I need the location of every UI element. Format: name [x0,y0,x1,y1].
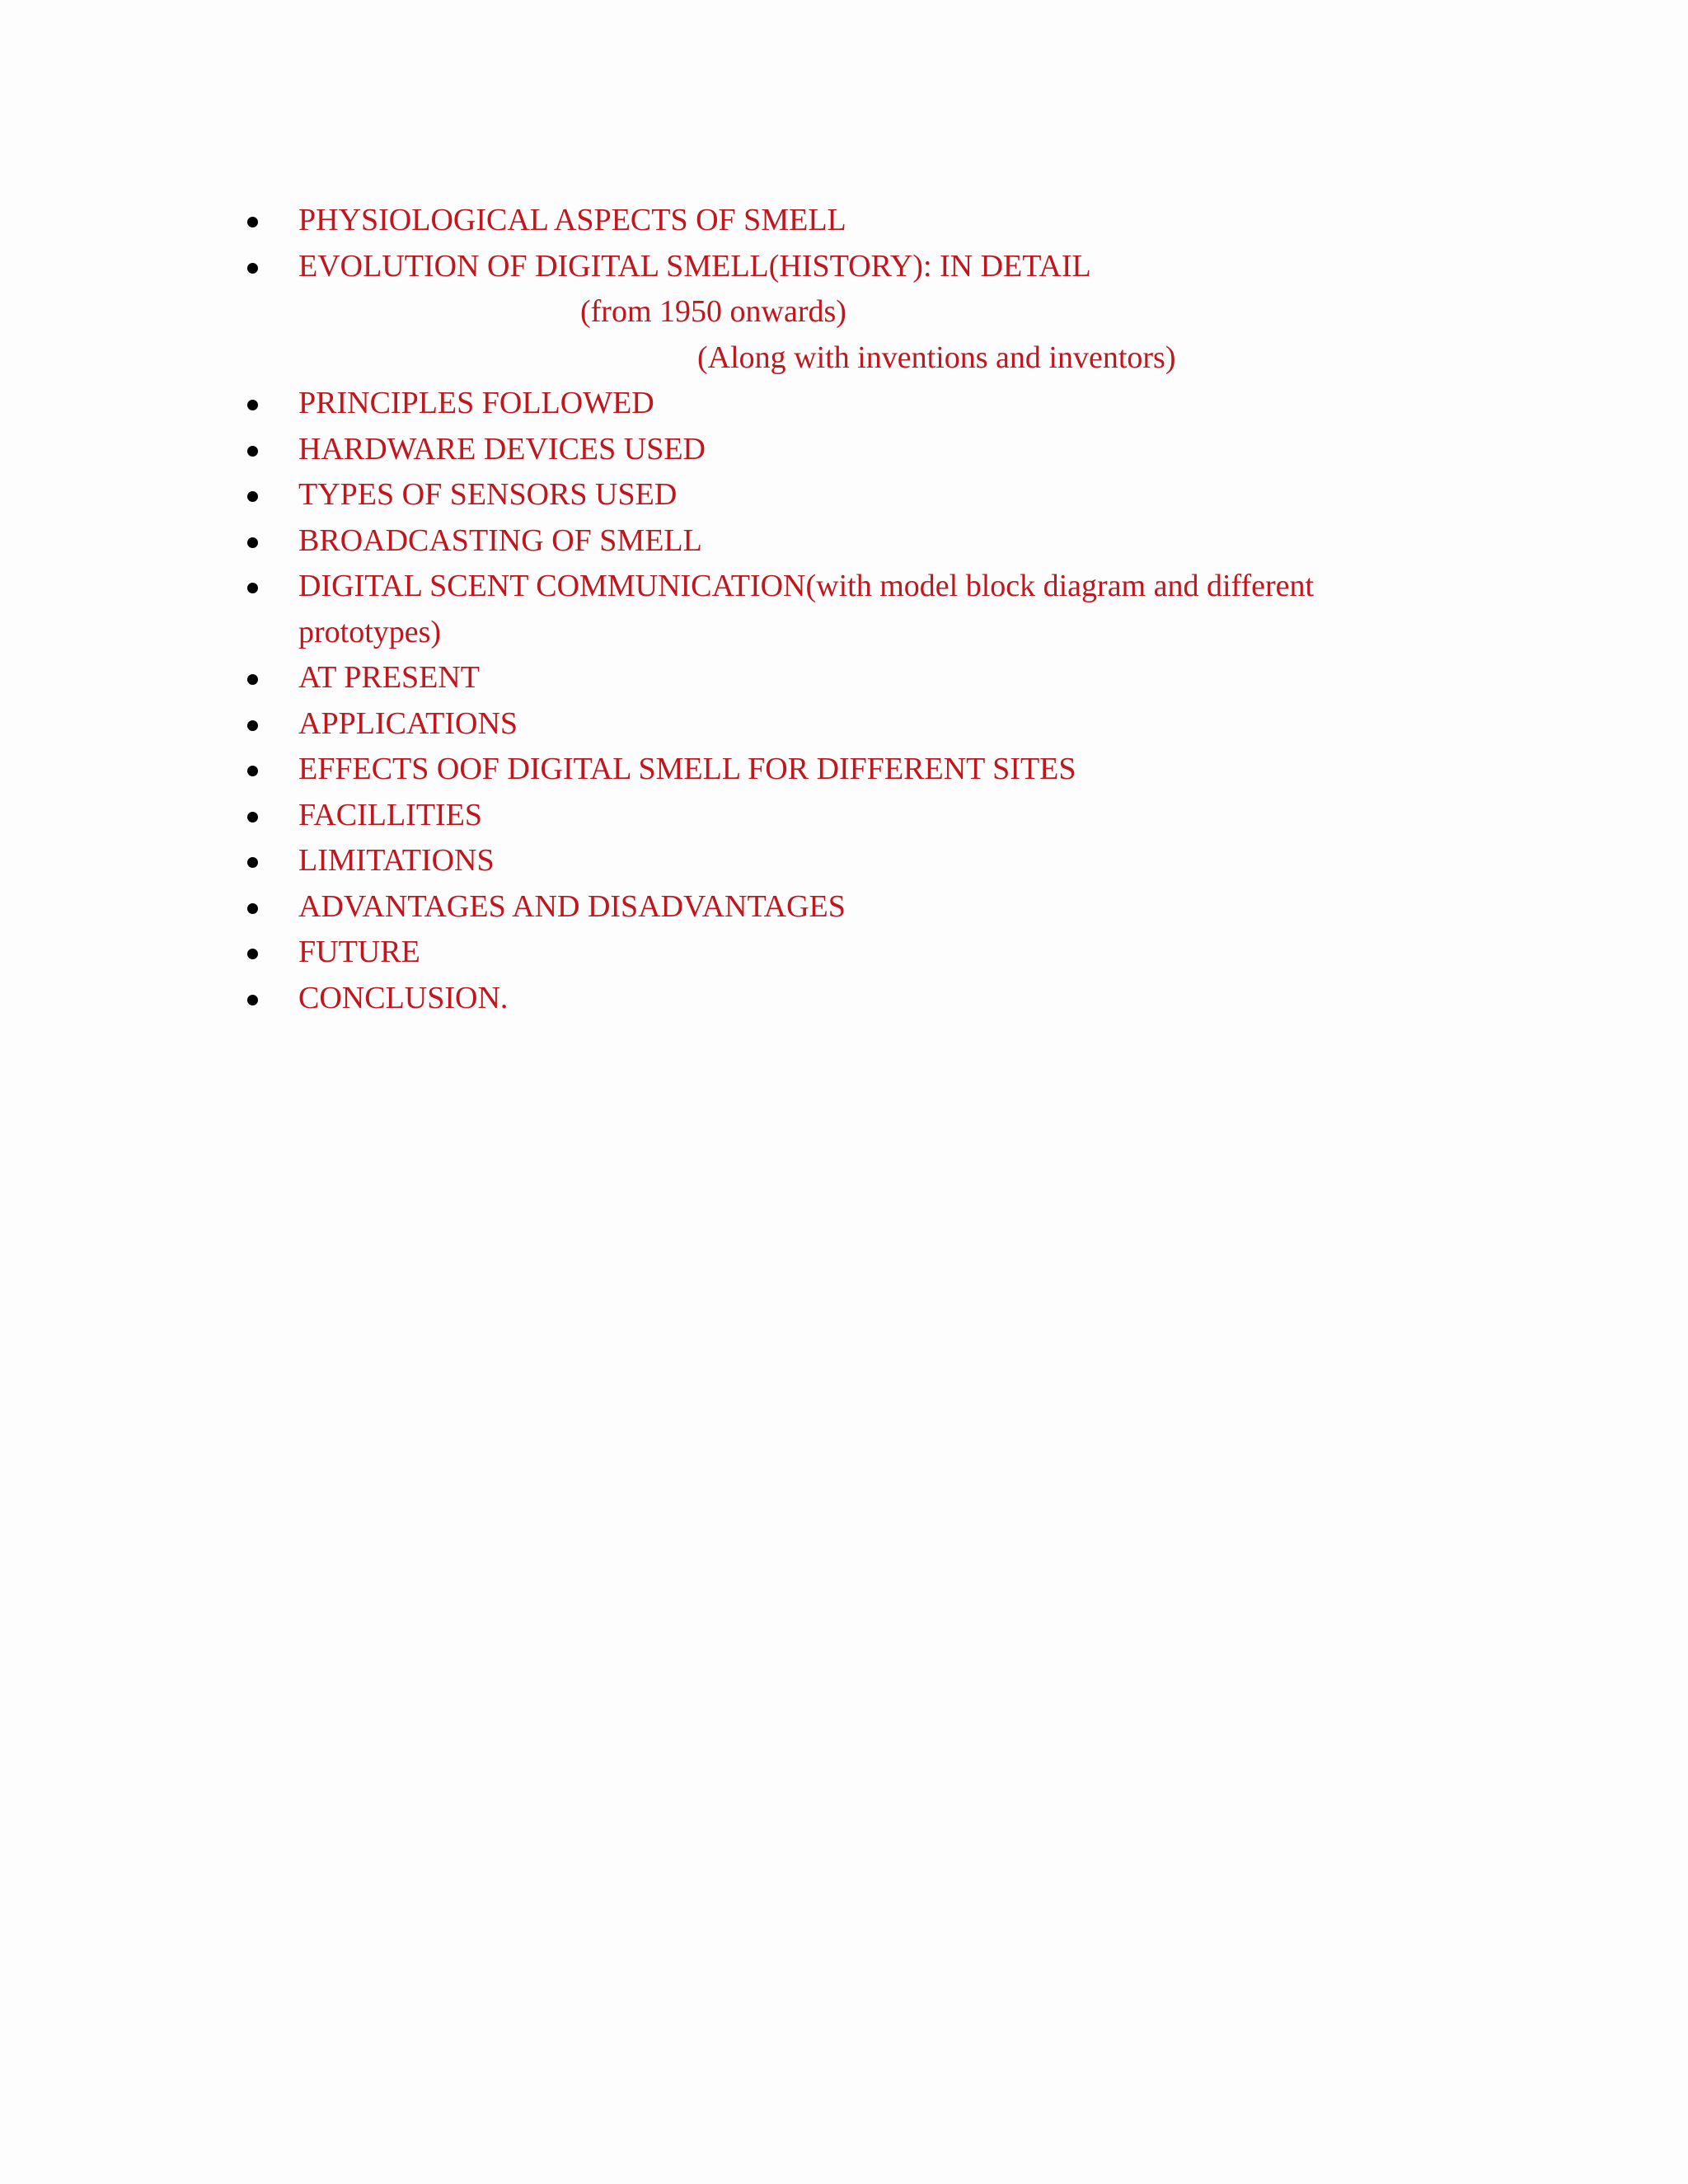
bullet-icon [247,720,258,731]
list-item-text: HARDWARE DEVICES USED [298,431,706,466]
list-item-text: FACILLITIES [298,797,483,832]
list-item-text: APPLICATIONS [298,705,518,741]
list-item-text: CONCLUSION. [298,980,509,1015]
list-item [247,564,1452,655]
bullet-icon [247,446,258,457]
list-item [247,747,1401,793]
list-item-text: LIMITATIONS [298,843,495,878]
bullet-icon [247,903,258,914]
list-item-text: EVOLUTION OF DIGITAL SMELL(HISTORY): IN DETAIL [298,248,1091,284]
list-item [247,518,1401,565]
bullet-icon [247,674,258,685]
list-item [247,472,1401,518]
bullet-icon [247,812,258,823]
list-item [247,976,1401,1022]
list-item-text: AT PRESENT [298,660,480,695]
list-item-text: (from 1950 onwards) [580,294,846,329]
list-item [247,930,1401,976]
bullet-icon [247,491,258,502]
list-item-text: TYPES OF SENSORS USED [298,477,678,512]
list-item [247,701,1401,748]
list-item [247,655,1401,701]
list-item-text: ADVANTAGES AND DISADVANTAGES [298,888,846,924]
bullet-icon [247,400,258,410]
bullet-icon [247,857,258,868]
bullet-icon [247,217,258,227]
list-item-text: DIGITAL SCENT COMMUNICATION(with model block diagram and different prototypes) [298,569,1315,649]
bullet-icon [247,766,258,776]
bullet-icon [247,263,258,274]
bullet-icon [247,537,258,548]
list-item [247,198,1401,244]
list-item-text: FUTURE [298,935,420,969]
list-item [247,427,1401,473]
bullet-icon [247,583,258,593]
bullet-icon [247,995,258,1005]
bullet-icon [247,949,258,959]
list-item-text: EFFECTS OOF DIGITAL SMELL FOR DIFFERENT SITES [298,752,1076,786]
list-item [247,244,1401,290]
list-item-subline [247,335,1401,382]
list-item-text: PRINCIPLES FOLLOWED [298,386,654,420]
topic-outline-list [247,198,1401,1021]
list-item [247,381,1401,427]
list-item-text: BROADCASTING OF SMELL [298,523,702,558]
list-item-subline [247,289,1401,335]
list-item-text: (Along with inventions and inventors) [697,340,1176,375]
list-item [247,838,1401,884]
list-item-text: PHYSIOLOGICAL ASPECTS OF SMELL [298,203,846,237]
list-item [247,884,1401,930]
list-item [247,793,1401,839]
